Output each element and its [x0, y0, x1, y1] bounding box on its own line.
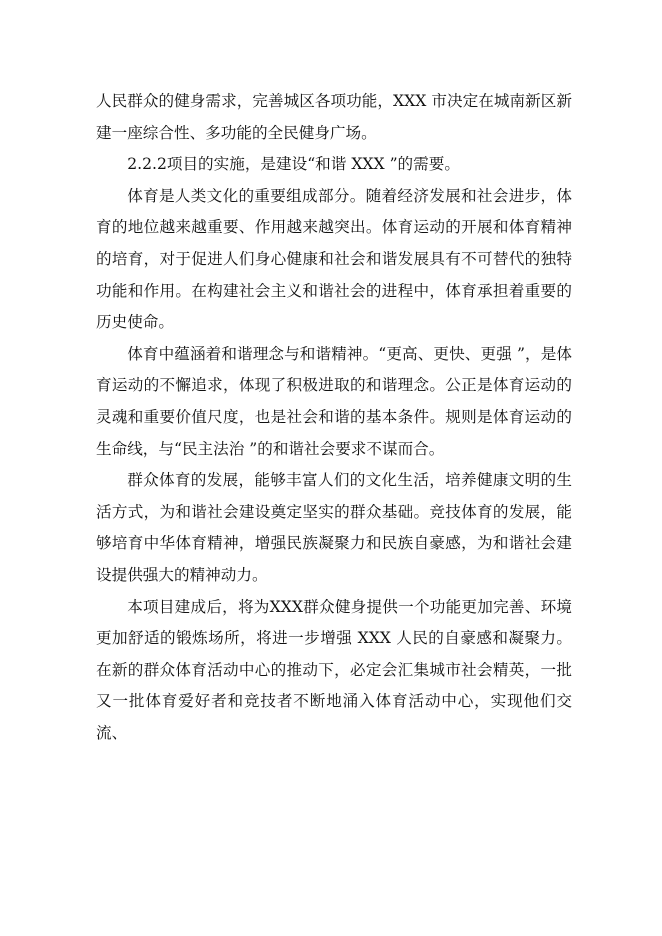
paragraph: 群众体育的发展，能够丰富人们的文化生活，培养健康文明的生活方式，为和谐社会建设奠定坚实的群众基础。竞技体育的发展，能够培育中华体育精神，增强民族凝聚力和民族自豪感，为和谐社会建设提供强大的精神动力。	[96, 471, 572, 584]
document-page	[96, 86, 572, 749]
paragraph: 本项目建成后，将为XXX群众健身提供一个功能更加完善、环境更加舒适的锻炼场所，将进一步增强 XXX 人民的自豪感和凝聚力。在新的群众体育活动中心的推动下，必定会汇集城市社会精英，一批又一批体育爱好者和竞技者不断地涌入体育活动中心，实现他们交流、	[96, 597, 572, 742]
paragraph: 体育中蕴涵着和谐理念与和谐精神。“更高、更快、更强 ”，是体育运动的不懈追求，体现了积极进取的和谐理念。公正是体育运动的灵魂和重要价值尺度，也是社会和谐的基本条件。规则是体育运动的生命线，与“民主法治 ”的和谐社会要求不谋而合。	[96, 344, 572, 458]
paragraph-continued: 人民群众的健身需求，完善城区各项功能，XXX 市决定在城南新区新建一座综合性、多功能的全民健身广场。	[96, 92, 572, 142]
paragraph: 体育是人类文化的重要组成部分。随着经济发展和社会进步，体育的地位越来越重要、作用越来越突出。体育运动的开展和体育精神的培育，对于促进人们身心健康和社会和谐发展具有不可替代的独特功能和作用。在构建社会主义和谐社会的进程中，体育承担着重要的历史使命。	[96, 186, 572, 332]
section-heading: 2.2.2项目的实施，是建设“和谐 XXX ”的需要。	[127, 155, 460, 174]
